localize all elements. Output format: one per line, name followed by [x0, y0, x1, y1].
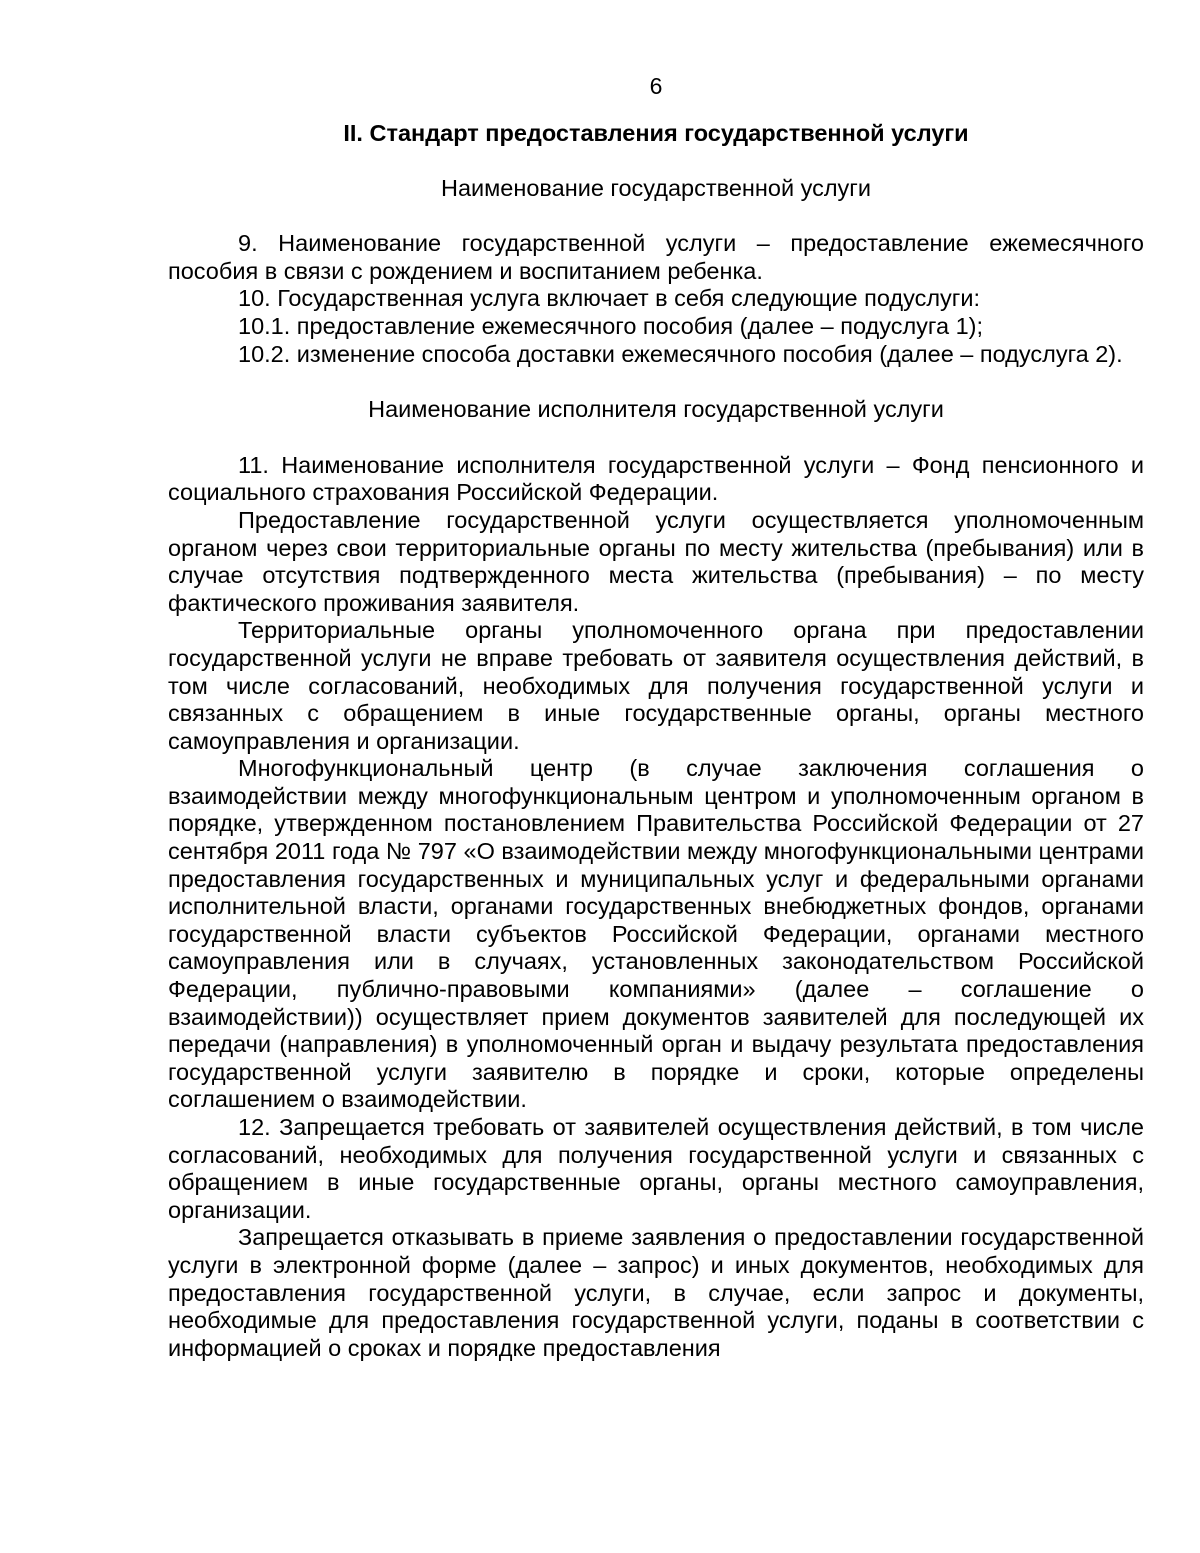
page-number: 6: [649, 73, 663, 99]
paragraph-10-2: 10.2. изменение способа доставки ежемесячного пособия (далее – подуслуга 2).: [238, 340, 1123, 367]
paragraph-11: 11. Наименование исполнителя государственной услуги – Фонд пенсионного и социального страхования Российской Федерации.: [168, 451, 1144, 506]
subheading-service-executor: Наименование исполнителя государственной услуги: [368, 396, 944, 423]
section-title: II. Стандарт предоставления государственной услуги: [343, 120, 969, 146]
paragraph-10-1: 10.1. предоставление ежемесячного пособия (далее – подуслуга 1);: [238, 312, 983, 339]
paragraph-12-refusal: Запрещается отказывать в приеме заявления о предоставлении государственной услуги в электронной форме (далее – запрос) и иных документов, необходимых для предоставления государственной услуги, в случае, если запрос и документы, необходимые для предоставления государственной услуги, поданы в соответствии с информацией о сроках и порядке предоставления: [168, 1224, 1144, 1361]
document-body: [168, 120, 1144, 1362]
paragraph-11-territorial-bodies: Территориальные органы уполномоченного органа при предоставлении государственной услуги не вправе требовать от заявителя осуществления действий, в том числе согласований, необходимых для получения государственной услуги и связанных с обращением в иные государственные органы, органы местного самоуправления и организации.: [168, 617, 1144, 754]
paragraph-9: 9. Наименование государственной услуги – предоставление ежемесячного пособия в связи с рождением и воспитанием ребенка.: [168, 230, 1144, 284]
paragraph-10: 10. Государственная услуга включает в себя следующие подуслуги:: [238, 285, 981, 312]
paragraph-11-mfc: Многофункциональный центр (в случае заключения соглашения о взаимодействии между многофункциональным центром и уполномоченным органом в порядке, утвержденном постановлением Правительства Российской Федерации от 27 сентября 2011 года № 797 «О взаимодействии между многофункциональными центрами предоставления государственных и муниципальных услуг и федеральными органами исполнительной власти, органами государственных внебюджетных фондов, органами государственной власти субъектов Российской Федерации, органами местного самоуправления или в случаях, установленных законодательством Российской Федерации, публично-правовыми компаниями» (далее – соглашение о взаимодействии)) осуществляет прием документов заявителей для последующей их передачи (направления) в уполномоченный орган и выдачу результата предоставления государственной услуги заявителю в порядке и сроки, которые определены соглашением о взаимодействии.: [168, 755, 1144, 1113]
paragraph-12: 12. Запрещается требовать от заявителей осуществления действий, в том числе согласований, необходимых для получения государственной услуги и связанных с обращением в иные государственные органы, органы местного самоуправления, организации.: [168, 1114, 1144, 1223]
subheading-service-name: Наименование государственной услуги: [440, 174, 871, 201]
paragraph-11-service-provision: Предоставление государственной услуги осуществляется уполномоченным органом через свои территориальные органы по месту жительства (пребывания) или в случае отсутствия подтвержденного места жительства (пребывания) – по месту фактического проживания заявителя.: [168, 506, 1144, 616]
